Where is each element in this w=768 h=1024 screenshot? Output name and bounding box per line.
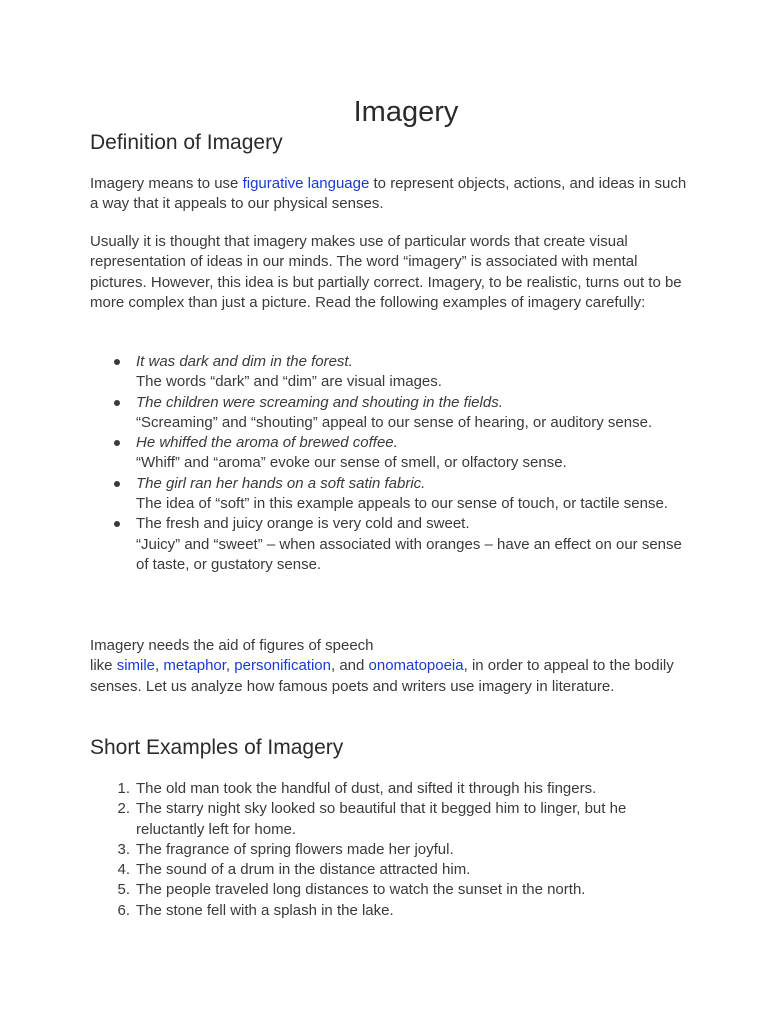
personification-link[interactable]: personification	[234, 657, 331, 675]
example-explanation: The idea of “soft” in this example appeals to our sense of touch, or tactile sense.	[136, 495, 668, 513]
list-item	[90, 880, 690, 900]
list-item	[90, 433, 690, 474]
item-text: The old man took the handful of dust, and sifted it through his fingers.	[136, 780, 597, 797]
list-item	[90, 901, 690, 921]
short-examples-heading: Short Examples of Imagery	[90, 736, 344, 759]
example-explanation: “Screaming” and “shouting” appeal to our sense of hearing, or auditory sense.	[136, 413, 653, 431]
p1-text-after: to represent objects, actions, and ideas in such a way that it appeals to our physical senses.	[90, 175, 687, 213]
item-text: The sound of a drum in the distance attracted him.	[136, 861, 471, 879]
bullet-icon	[114, 521, 120, 527]
bullet-icon	[114, 400, 120, 406]
list-item	[90, 393, 690, 434]
example-sentence: The children were screaming and shouting in the fields.	[136, 393, 503, 411]
p3-separator: ,	[155, 657, 164, 675]
simile-link[interactable]: simile	[116, 657, 156, 675]
example-explanation: “Juicy” and “sweet” – when associated with oranges – have an effect on our sense of taste, or gustatory sense.	[136, 535, 682, 573]
item-text: The starry night sky looked so beautiful that it begged him to linger, but he reluctantly left for home.	[136, 800, 627, 838]
item-text: The fragrance of spring flowers made her joyful.	[136, 840, 454, 858]
list-item	[90, 474, 690, 515]
example-sentence: He whiffed the aroma of brewed coffee.	[136, 434, 398, 452]
list-item	[90, 840, 690, 860]
item-text: The stone fell with a splash in the lake.	[136, 901, 394, 919]
p3-text-after: , in order to appeal to the bodily senses. Let us analyze how famous poets and writers use imagery in literature.	[90, 657, 674, 695]
imagery-examples-list	[90, 352, 690, 575]
example-sentence: The fresh and juicy orange is very cold and sweet.	[136, 515, 470, 533]
figures-of-speech-paragraph	[90, 636, 690, 697]
metaphor-link[interactable]: metaphor	[163, 657, 226, 675]
onomatopoeia-link[interactable]: onomatopoeia	[368, 657, 464, 675]
list-item	[90, 779, 690, 799]
page-title: Imagery	[353, 96, 459, 128]
item-number: 2.	[117, 800, 130, 818]
example-sentence: It was dark and dim in the forest.	[136, 353, 353, 370]
example-explanation: “Whiff” and “aroma” evoke our sense of smell, or olfactory sense.	[136, 454, 567, 472]
example-sentence: The girl ran her hands on a soft satin fabric.	[136, 474, 426, 492]
list-item	[90, 352, 690, 393]
bullet-icon	[114, 359, 120, 365]
item-number: 3.	[117, 840, 130, 858]
bullet-icon	[114, 481, 120, 487]
p3-line1: Imagery needs the aid of figures of speech	[90, 637, 374, 654]
definition-paragraph-1	[90, 174, 690, 215]
p3-like: like	[90, 657, 117, 675]
bullet-icon	[114, 440, 120, 446]
item-text: The people traveled long distances to watch the sunset in the north.	[136, 881, 586, 899]
example-explanation: The words “dark” and “dim” are visual images.	[136, 373, 442, 391]
definition-heading: Definition of Imagery	[90, 131, 283, 154]
list-item	[90, 860, 690, 880]
p1-text-before: Imagery means to use	[90, 175, 243, 192]
item-number: 1.	[117, 780, 130, 797]
definition-paragraph-2: Usually it is thought that imagery makes use of particular words that create visual representation of ideas in our minds. The word “imagery” is associated with mental pictures. However, this idea is but partially correct. Imagery, to be realistic, turns out to be more complex than just a picture. Read the following examples of imagery carefully:	[90, 233, 682, 311]
item-number: 5.	[117, 881, 130, 899]
p3-and: , and	[331, 657, 369, 675]
item-number: 4.	[117, 861, 130, 879]
list-item	[90, 514, 690, 575]
p3-separator: ,	[225, 657, 235, 675]
figurative-language-link[interactable]: figurative language	[242, 175, 370, 192]
short-examples-list	[90, 779, 690, 921]
item-number: 6.	[117, 901, 130, 919]
list-item	[90, 799, 690, 840]
